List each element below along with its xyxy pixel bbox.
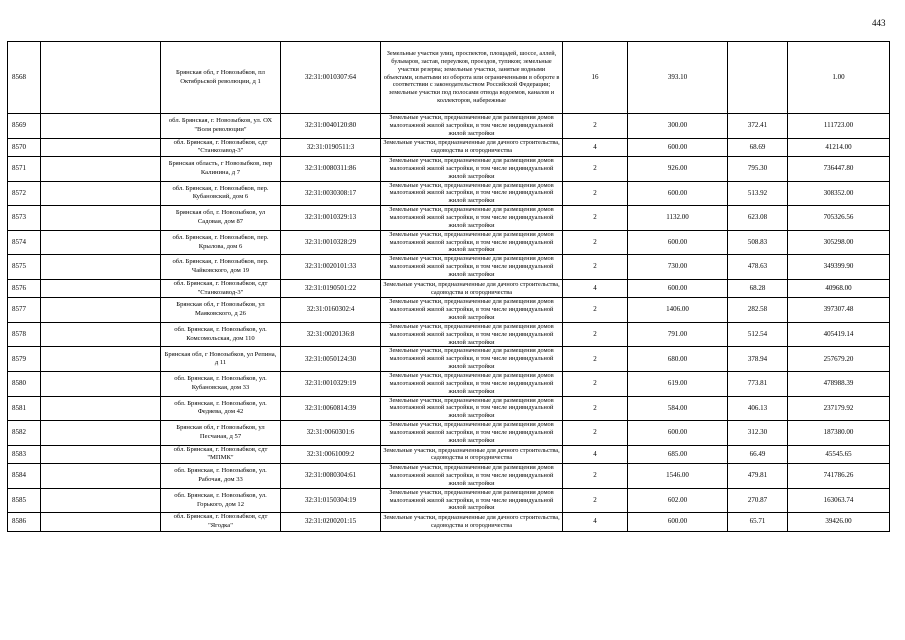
- table-row: [8, 513, 890, 531]
- table-row: [8, 488, 890, 513]
- address-cell: обл. Брянская, г. Новозыбков, сдт "Станкозавод-3": [161, 279, 281, 297]
- cadastral-value-cell: 1.00: [788, 42, 890, 114]
- address-cell: обл. Брянская, г. Новозыбков, пер. Чайковского, дом 19: [161, 255, 281, 280]
- land-use-cell: Земельные участки, предназначенные для размещения домов малоэтажной жилой застройки, в том числе индивидуальной жилой застройки: [381, 322, 563, 347]
- land-use-cell: Земельные участки, предназначенные для размещения домов малоэтажной жилой застройки, в том числе индивидуальной жилой застройки: [381, 114, 563, 139]
- table-row: [8, 445, 890, 463]
- area-cell: 1546.00: [628, 464, 728, 489]
- cadastral-number-cell: 32:31:0080311:86: [281, 156, 381, 181]
- cadastral-value-cell: 45545.65: [788, 445, 890, 463]
- address-cell: Брянская обл, г Новозыбков, пл Октябрьской революции, д 1: [161, 42, 281, 114]
- land-registry-table: [7, 41, 890, 532]
- cadastral-number-cell: 32:31:0020101:33: [281, 255, 381, 280]
- group-cell: 2: [563, 206, 628, 231]
- land-use-cell: Земельные участки, предназначенные для размещения домов малоэтажной жилой застройки, в том числе индивидуальной жилой застройки: [381, 421, 563, 446]
- cadastral-number-cell: 32:31:0080304:61: [281, 464, 381, 489]
- cadastral-value-cell: 478988.39: [788, 372, 890, 397]
- address-cell: обл. Брянская, г. Новозыбков, ул. Горького, дом 12: [161, 488, 281, 513]
- specific-value-cell: 66.49: [728, 445, 788, 463]
- empty-cell: [41, 138, 161, 156]
- group-cell: 4: [563, 279, 628, 297]
- cadastral-number-cell: 32:31:0060301:6: [281, 421, 381, 446]
- area-cell: 685.00: [628, 445, 728, 463]
- area-cell: 602.00: [628, 488, 728, 513]
- cadastral-number-cell: 32:31:0050124:30: [281, 347, 381, 372]
- empty-cell: [41, 230, 161, 255]
- land-use-cell: Земельные участки, предназначенные для размещения домов малоэтажной жилой застройки, в том числе индивидуальной жилой застройки: [381, 396, 563, 421]
- group-cell: 2: [563, 114, 628, 139]
- cadastral-number-cell: 32:31:0040120:80: [281, 114, 381, 139]
- table-row: [8, 138, 890, 156]
- specific-value-cell: 512.54: [728, 322, 788, 347]
- row-number-cell: 8575: [8, 255, 41, 280]
- address-cell: обл. Брянская, г. Новозыбков, сдт "Станкозавод-3": [161, 138, 281, 156]
- land-use-cell: Земельные участки, предназначенные для размещения домов малоэтажной жилой застройки, в том числе индивидуальной жилой застройки: [381, 255, 563, 280]
- address-cell: обл. Брянская, г. Новозыбков, пер. Крылова, дом 6: [161, 230, 281, 255]
- cadastral-value-cell: 705326.56: [788, 206, 890, 231]
- row-number-cell: 8581: [8, 396, 41, 421]
- table-row: [8, 464, 890, 489]
- address-cell: Брянская обл, г Новозыбков, ул Песчаная, д 57: [161, 421, 281, 446]
- row-number-cell: 8579: [8, 347, 41, 372]
- cadastral-number-cell: 32:31:0190501:22: [281, 279, 381, 297]
- address-cell: Брянская обл, г Новозыбков, ул Репина, д 11: [161, 347, 281, 372]
- empty-cell: [41, 347, 161, 372]
- cadastral-number-cell: 32:31:0010307:64: [281, 42, 381, 114]
- area-cell: 600.00: [628, 279, 728, 297]
- row-number-cell: 8573: [8, 206, 41, 231]
- address-cell: обл. Брянская, г. Новозыбков, сдт "Ягодка": [161, 513, 281, 531]
- specific-value-cell: 406.13: [728, 396, 788, 421]
- table-body: [8, 42, 890, 532]
- address-cell: обл. Брянская, г. Новозыбков, сдт "МПМК": [161, 445, 281, 463]
- land-use-cell: Земельные участки, предназначенные для размещения домов малоэтажной жилой застройки, в том числе индивидуальной жилой застройки: [381, 181, 563, 206]
- empty-cell: [41, 513, 161, 531]
- group-cell: 16: [563, 42, 628, 114]
- land-use-cell: Земельные участки, предназначенные для дачного строительства, садоводства и огородничества: [381, 279, 563, 297]
- specific-value-cell: [728, 42, 788, 114]
- table-row: [8, 347, 890, 372]
- land-use-cell: Земельные участки, предназначенные для размещения домов малоэтажной жилой застройки, в том числе индивидуальной жилой застройки: [381, 230, 563, 255]
- empty-cell: [41, 42, 161, 114]
- address-cell: обл. Брянская, г. Новозыбков, ул. Федяева, дом 42: [161, 396, 281, 421]
- address-cell: Брянская обл, г Новозыбков, ул Маяковского, д 26: [161, 298, 281, 323]
- specific-value-cell: 623.08: [728, 206, 788, 231]
- empty-cell: [41, 298, 161, 323]
- address-cell: обл. Брянская, г. Новозыбков, пер. Кубановский, дом 6: [161, 181, 281, 206]
- group-cell: 4: [563, 445, 628, 463]
- specific-value-cell: 282.58: [728, 298, 788, 323]
- cadastral-value-cell: 405419.14: [788, 322, 890, 347]
- row-number-cell: 8582: [8, 421, 41, 446]
- specific-value-cell: 270.87: [728, 488, 788, 513]
- table-row: [8, 230, 890, 255]
- specific-value-cell: 479.81: [728, 464, 788, 489]
- empty-cell: [41, 206, 161, 231]
- specific-value-cell: 513.92: [728, 181, 788, 206]
- area-cell: 600.00: [628, 513, 728, 531]
- table-row: [8, 181, 890, 206]
- address-cell: Брянская обл, г. Новозыбков, ул Садовая, дом 87: [161, 206, 281, 231]
- cadastral-number-cell: 32:31:0010329:19: [281, 372, 381, 397]
- land-use-cell: Земельные участки, предназначенные для размещения домов малоэтажной жилой застройки, в том числе индивидуальной жилой застройки: [381, 488, 563, 513]
- empty-cell: [41, 322, 161, 347]
- area-cell: 600.00: [628, 230, 728, 255]
- cadastral-number-cell: 32:31:0030308:17: [281, 181, 381, 206]
- group-cell: 4: [563, 138, 628, 156]
- cadastral-value-cell: 40968.00: [788, 279, 890, 297]
- group-cell: 2: [563, 396, 628, 421]
- cadastral-value-cell: 39426.00: [788, 513, 890, 531]
- cadastral-value-cell: 111723.00: [788, 114, 890, 139]
- cadastral-number-cell: 32:31:0200201:15: [281, 513, 381, 531]
- empty-cell: [41, 114, 161, 139]
- land-use-cell: Земельные участки, предназначенные для размещения домов малоэтажной жилой застройки, в том числе индивидуальной жилой застройки: [381, 347, 563, 372]
- land-use-cell: Земельные участки, предназначенные для дачного строительства, садоводства и огородничества: [381, 513, 563, 531]
- table-row: [8, 396, 890, 421]
- table-row: [8, 206, 890, 231]
- empty-cell: [41, 396, 161, 421]
- specific-value-cell: 65.71: [728, 513, 788, 531]
- area-cell: 791.00: [628, 322, 728, 347]
- row-number-cell: 8586: [8, 513, 41, 531]
- land-use-cell: Земельные участки, предназначенные для размещения домов малоэтажной жилой застройки, в том числе индивидуальной жилой застройки: [381, 464, 563, 489]
- group-cell: 2: [563, 347, 628, 372]
- land-use-cell: Земельные участки, предназначенные для размещения домов малоэтажной жилой застройки, в том числе индивидуальной жилой застройки: [381, 206, 563, 231]
- area-cell: 730.00: [628, 255, 728, 280]
- empty-cell: [41, 445, 161, 463]
- group-cell: 2: [563, 230, 628, 255]
- cadastral-value-cell: 41214.00: [788, 138, 890, 156]
- land-use-cell: Земельные участки, предназначенные для размещения домов малоэтажной жилой застройки, в том числе индивидуальной жилой застройки: [381, 156, 563, 181]
- specific-value-cell: 372.41: [728, 114, 788, 139]
- table-row: [8, 298, 890, 323]
- cadastral-number-cell: 32:31:0160302:4: [281, 298, 381, 323]
- group-cell: 2: [563, 372, 628, 397]
- table-row: [8, 372, 890, 397]
- empty-cell: [41, 255, 161, 280]
- area-cell: 619.00: [628, 372, 728, 397]
- cadastral-value-cell: 187380.00: [788, 421, 890, 446]
- group-cell: 2: [563, 421, 628, 446]
- row-number-cell: 8571: [8, 156, 41, 181]
- cadastral-number-cell: 32:31:0010328:29: [281, 230, 381, 255]
- cadastral-number-cell: 32:31:0190511:3: [281, 138, 381, 156]
- area-cell: 926.00: [628, 156, 728, 181]
- group-cell: 2: [563, 464, 628, 489]
- specific-value-cell: 478.63: [728, 255, 788, 280]
- cadastral-value-cell: 237179.92: [788, 396, 890, 421]
- land-use-cell: Земельные участки, предназначенные для дачного строительства, садоводства и огородничества: [381, 138, 563, 156]
- row-number-cell: 8568: [8, 42, 41, 114]
- empty-cell: [41, 279, 161, 297]
- area-cell: 584.00: [628, 396, 728, 421]
- cadastral-value-cell: 741786.26: [788, 464, 890, 489]
- cadastral-number-cell: 32:31:0150304:19: [281, 488, 381, 513]
- table-row: [8, 255, 890, 280]
- cadastral-value-cell: 305298.00: [788, 230, 890, 255]
- area-cell: 1132.00: [628, 206, 728, 231]
- row-number-cell: 8576: [8, 279, 41, 297]
- specific-value-cell: 795.30: [728, 156, 788, 181]
- area-cell: 393.10: [628, 42, 728, 114]
- empty-cell: [41, 464, 161, 489]
- table-row: [8, 42, 890, 114]
- cadastral-number-cell: 32:31:0061009:2: [281, 445, 381, 463]
- area-cell: 600.00: [628, 181, 728, 206]
- row-number-cell: 8583: [8, 445, 41, 463]
- cadastral-value-cell: 736447.80: [788, 156, 890, 181]
- specific-value-cell: 378.94: [728, 347, 788, 372]
- area-cell: 600.00: [628, 138, 728, 156]
- address-cell: обл. Брянская, г. Новозыбков, ул. ОХ "Воля революции": [161, 114, 281, 139]
- group-cell: 2: [563, 255, 628, 280]
- cadastral-number-cell: 32:31:0060814:39: [281, 396, 381, 421]
- row-number-cell: 8585: [8, 488, 41, 513]
- land-use-cell: Земельные участки, предназначенные для дачного строительства, садоводства и огородничества: [381, 445, 563, 463]
- address-cell: обл. Брянская, г. Новозыбков, ул. Кубановская, дом 33: [161, 372, 281, 397]
- empty-cell: [41, 156, 161, 181]
- land-use-cell: Земельные участки, предназначенные для размещения домов малоэтажной жилой застройки, в том числе индивидуальной жилой застройки: [381, 372, 563, 397]
- page-number: 443: [872, 18, 886, 28]
- row-number-cell: 8584: [8, 464, 41, 489]
- cadastral-value-cell: 349399.90: [788, 255, 890, 280]
- specific-value-cell: 773.81: [728, 372, 788, 397]
- specific-value-cell: 68.69: [728, 138, 788, 156]
- table-row: [8, 421, 890, 446]
- specific-value-cell: 508.83: [728, 230, 788, 255]
- row-number-cell: 8570: [8, 138, 41, 156]
- area-cell: 300.00: [628, 114, 728, 139]
- group-cell: 2: [563, 488, 628, 513]
- table-row: [8, 279, 890, 297]
- group-cell: 2: [563, 156, 628, 181]
- table-row: [8, 114, 890, 139]
- specific-value-cell: 68.28: [728, 279, 788, 297]
- address-cell: обл. Брянская, г. Новозыбков, ул. Рабочая, дом 33: [161, 464, 281, 489]
- area-cell: 1406.00: [628, 298, 728, 323]
- row-number-cell: 8577: [8, 298, 41, 323]
- row-number-cell: 8574: [8, 230, 41, 255]
- cadastral-value-cell: 163063.74: [788, 488, 890, 513]
- cadastral-number-cell: 32:31:0020136:8: [281, 322, 381, 347]
- cadastral-value-cell: 257679.20: [788, 347, 890, 372]
- cadastral-number-cell: 32:31:0010329:13: [281, 206, 381, 231]
- area-cell: 600.00: [628, 421, 728, 446]
- group-cell: 4: [563, 513, 628, 531]
- empty-cell: [41, 421, 161, 446]
- table-row: [8, 322, 890, 347]
- cadastral-value-cell: 397307.48: [788, 298, 890, 323]
- group-cell: 2: [563, 181, 628, 206]
- address-cell: обл. Брянская, г. Новозыбков, ул. Комсомольская, дом 110: [161, 322, 281, 347]
- area-cell: 680.00: [628, 347, 728, 372]
- specific-value-cell: 312.30: [728, 421, 788, 446]
- land-use-cell: Земельные участки, предназначенные для размещения домов малоэтажной жилой застройки, в том числе индивидуальной жилой застройки: [381, 298, 563, 323]
- row-number-cell: 8572: [8, 181, 41, 206]
- land-use-cell: Земельные участки улиц, проспектов, площадей, шоссе, аллей, бульваров, застав, переулков, проездов, тупиков; земельные участки резерва; земельные участки, занятые водными объектами, изъятыми из оборота или ограниченными в обороте в соответствии с законодательством Российской Федерации; земельные участки под полосами отвода водоемов, каналов и коллекторов, набережные: [381, 42, 563, 114]
- address-cell: Брянская область, г Новозыбков, пер Калинина, д 7: [161, 156, 281, 181]
- group-cell: 2: [563, 298, 628, 323]
- table-row: [8, 156, 890, 181]
- row-number-cell: 8569: [8, 114, 41, 139]
- empty-cell: [41, 181, 161, 206]
- empty-cell: [41, 372, 161, 397]
- empty-cell: [41, 488, 161, 513]
- row-number-cell: 8580: [8, 372, 41, 397]
- row-number-cell: 8578: [8, 322, 41, 347]
- group-cell: 2: [563, 322, 628, 347]
- cadastral-value-cell: 308352.00: [788, 181, 890, 206]
